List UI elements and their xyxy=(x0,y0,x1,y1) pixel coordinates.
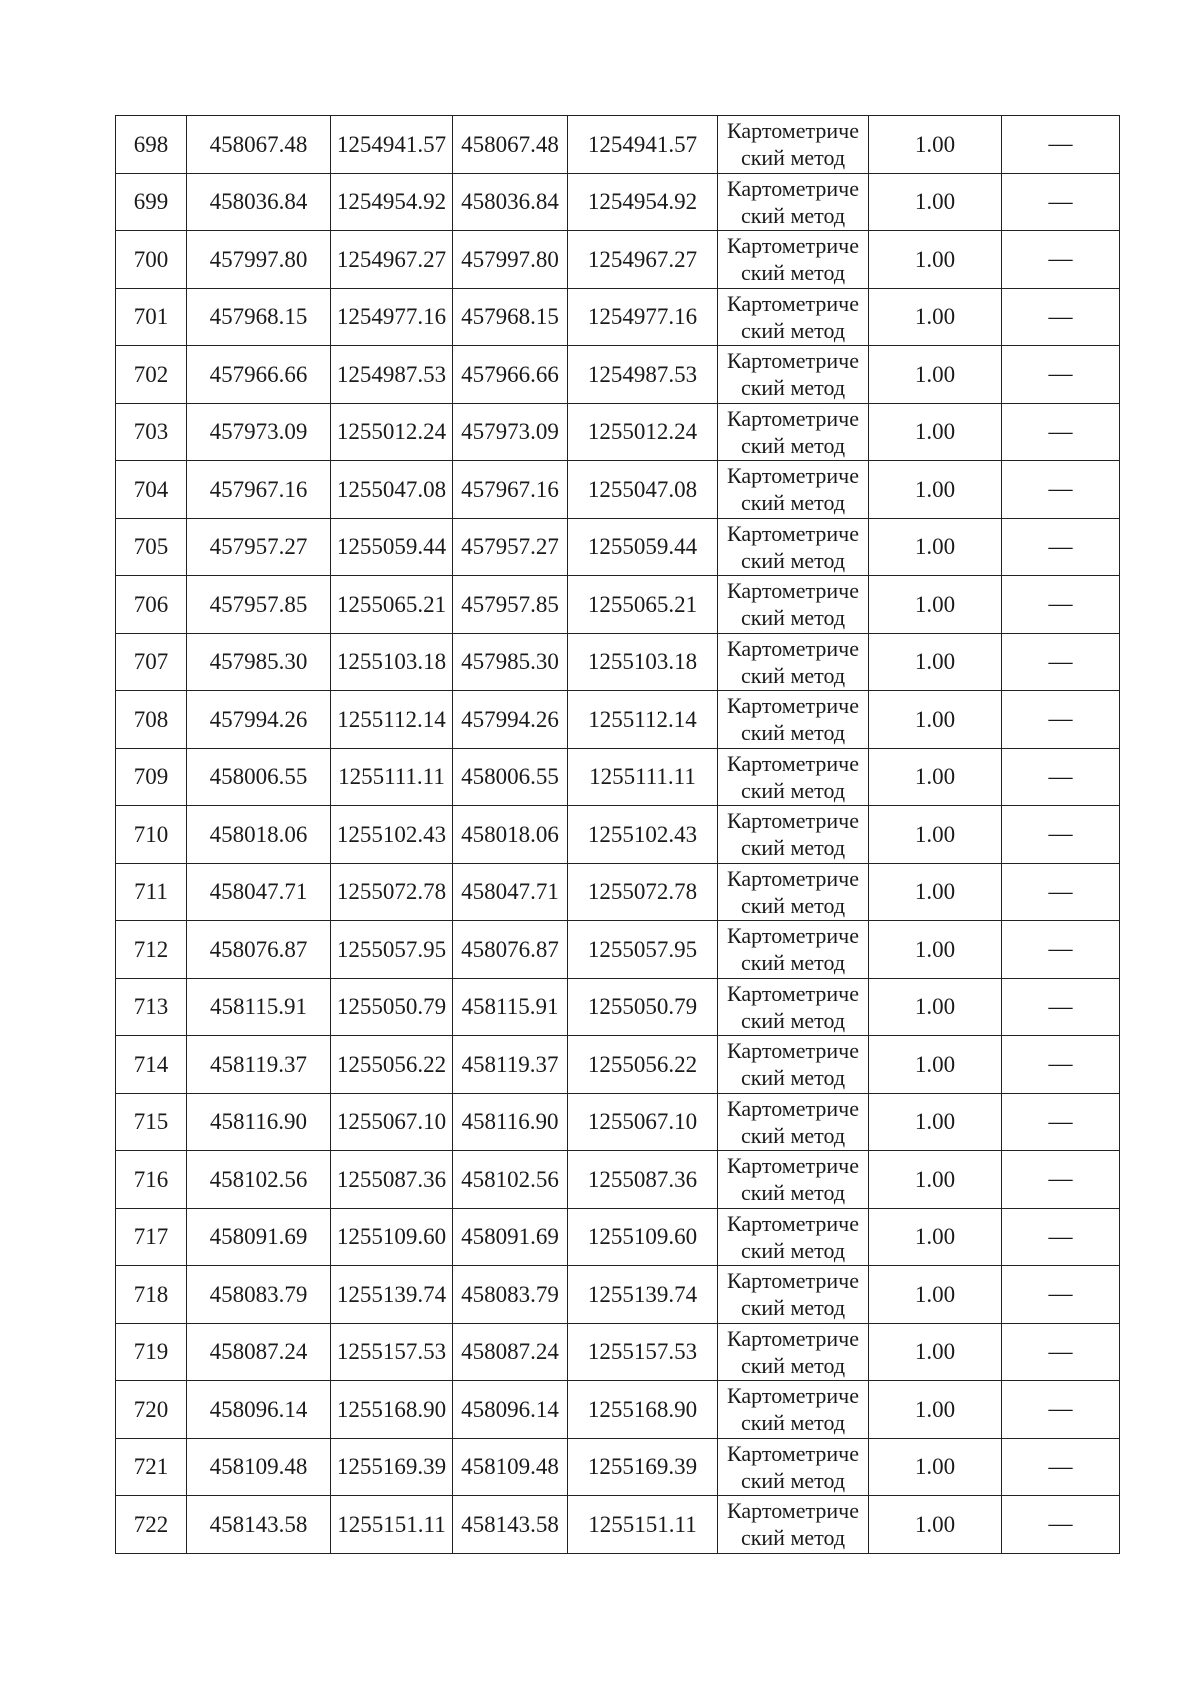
method-text-line: ский метод xyxy=(740,1065,846,1091)
method-text-line: Картометриче xyxy=(727,1440,859,1466)
new-x-cell: 458109.48 xyxy=(453,1438,568,1496)
new-x-cell: 458047.71 xyxy=(453,863,568,921)
method-text-line: ский метод xyxy=(740,950,846,976)
new-y-cell: 1255057.95 xyxy=(568,921,718,979)
method-text-line: Картометриче xyxy=(727,923,859,949)
method-cell xyxy=(718,1323,869,1381)
method-text-line: ский метод xyxy=(740,892,846,918)
method-text-line: ский метод xyxy=(740,375,846,401)
existing-y-cell: 1255169.39 xyxy=(331,1438,453,1496)
accuracy-cell: 1.00 xyxy=(869,1496,1002,1554)
method-text-line: ский метод xyxy=(740,202,846,228)
new-x-cell: 458018.06 xyxy=(453,806,568,864)
method-text-line: ский метод xyxy=(740,777,846,803)
note-cell: — xyxy=(1002,1093,1120,1151)
new-x-cell: 457968.15 xyxy=(453,288,568,346)
new-x-cell: 458143.58 xyxy=(453,1496,568,1554)
point-number-cell: 699 xyxy=(116,173,187,231)
existing-x-cell: 457967.16 xyxy=(187,461,331,519)
new-x-cell: 457997.80 xyxy=(453,231,568,289)
method-text-line: Картометриче xyxy=(727,1038,859,1064)
existing-x-cell: 458116.90 xyxy=(187,1093,331,1151)
method-cell xyxy=(718,1438,869,1496)
existing-x-cell: 457966.66 xyxy=(187,346,331,404)
point-number-cell: 716 xyxy=(116,1151,187,1209)
point-number-cell: 715 xyxy=(116,1093,187,1151)
method-text-line: Картометриче xyxy=(727,1325,859,1351)
method-cell xyxy=(718,173,869,231)
table-row xyxy=(116,978,1120,1036)
note-cell: — xyxy=(1002,346,1120,404)
method-text-line: Картометриче xyxy=(727,463,859,489)
method-text-line: ский метод xyxy=(740,720,846,746)
method-text-line: ский метод xyxy=(740,1410,846,1436)
method-text-line: ский метод xyxy=(740,547,846,573)
existing-y-cell: 1255056.22 xyxy=(331,1036,453,1094)
new-x-cell: 458119.37 xyxy=(453,1036,568,1094)
table-row xyxy=(116,576,1120,634)
method-text-line: ский метод xyxy=(740,1007,846,1033)
note-cell: — xyxy=(1002,1151,1120,1209)
table-row xyxy=(116,1496,1120,1554)
method-text-line: ский метод xyxy=(740,145,846,171)
table-row xyxy=(116,1151,1120,1209)
new-x-cell: 458102.56 xyxy=(453,1151,568,1209)
point-number-cell: 717 xyxy=(116,1208,187,1266)
existing-y-cell: 1254977.16 xyxy=(331,288,453,346)
point-number-cell: 711 xyxy=(116,863,187,921)
method-text-line: ский метод xyxy=(740,1467,846,1493)
point-number-cell: 702 xyxy=(116,346,187,404)
existing-x-cell: 457985.30 xyxy=(187,633,331,691)
method-cell xyxy=(718,1381,869,1439)
method-cell xyxy=(718,1151,869,1209)
table-row xyxy=(116,1208,1120,1266)
existing-x-cell: 458096.14 xyxy=(187,1381,331,1439)
existing-x-cell: 458067.48 xyxy=(187,116,331,174)
new-y-cell: 1255157.53 xyxy=(568,1323,718,1381)
existing-y-cell: 1255072.78 xyxy=(331,863,453,921)
point-number-cell: 709 xyxy=(116,748,187,806)
accuracy-cell: 1.00 xyxy=(869,633,1002,691)
method-text-line: Картометриче xyxy=(727,405,859,431)
accuracy-cell: 1.00 xyxy=(869,978,1002,1036)
existing-x-cell: 457957.85 xyxy=(187,576,331,634)
method-cell xyxy=(718,691,869,749)
existing-x-cell: 458006.55 xyxy=(187,748,331,806)
note-cell: — xyxy=(1002,1381,1120,1439)
accuracy-cell: 1.00 xyxy=(869,1151,1002,1209)
point-number-cell: 719 xyxy=(116,1323,187,1381)
point-number-cell: 710 xyxy=(116,806,187,864)
accuracy-cell: 1.00 xyxy=(869,231,1002,289)
method-cell xyxy=(718,1496,869,1554)
table-row xyxy=(116,921,1120,979)
method-text-line: Картометриче xyxy=(727,635,859,661)
note-cell: — xyxy=(1002,978,1120,1036)
accuracy-cell: 1.00 xyxy=(869,346,1002,404)
new-x-cell: 458091.69 xyxy=(453,1208,568,1266)
method-text-line: Картометриче xyxy=(727,290,859,316)
accuracy-cell: 1.00 xyxy=(869,288,1002,346)
existing-y-cell: 1255109.60 xyxy=(331,1208,453,1266)
new-x-cell: 458067.48 xyxy=(453,116,568,174)
method-cell xyxy=(718,231,869,289)
method-text-line: Картометриче xyxy=(727,1268,859,1294)
new-y-cell: 1255059.44 xyxy=(568,518,718,576)
method-cell xyxy=(718,1266,869,1324)
table-row xyxy=(116,173,1120,231)
existing-x-cell: 458047.71 xyxy=(187,863,331,921)
existing-x-cell: 458119.37 xyxy=(187,1036,331,1094)
point-number-cell: 718 xyxy=(116,1266,187,1324)
table-row xyxy=(116,1093,1120,1151)
new-y-cell: 1255056.22 xyxy=(568,1036,718,1094)
note-cell: — xyxy=(1002,116,1120,174)
existing-x-cell: 458018.06 xyxy=(187,806,331,864)
existing-y-cell: 1255151.11 xyxy=(331,1496,453,1554)
point-number-cell: 706 xyxy=(116,576,187,634)
table-row xyxy=(116,1266,1120,1324)
method-text-line: ский метод xyxy=(740,1180,846,1206)
new-y-cell: 1255111.11 xyxy=(568,748,718,806)
method-text-line: ский метод xyxy=(740,432,846,458)
note-cell: — xyxy=(1002,1208,1120,1266)
note-cell: — xyxy=(1002,461,1120,519)
existing-x-cell: 458087.24 xyxy=(187,1323,331,1381)
note-cell: — xyxy=(1002,1438,1120,1496)
new-x-cell: 458036.84 xyxy=(453,173,568,231)
point-number-cell: 700 xyxy=(116,231,187,289)
new-x-cell: 458087.24 xyxy=(453,1323,568,1381)
accuracy-cell: 1.00 xyxy=(869,461,1002,519)
note-cell: — xyxy=(1002,173,1120,231)
note-cell: — xyxy=(1002,518,1120,576)
method-text-line: ский метод xyxy=(740,1122,846,1148)
table-row xyxy=(116,748,1120,806)
existing-y-cell: 1255087.36 xyxy=(331,1151,453,1209)
existing-y-cell: 1254954.92 xyxy=(331,173,453,231)
method-cell xyxy=(718,288,869,346)
accuracy-cell: 1.00 xyxy=(869,1093,1002,1151)
existing-y-cell: 1255157.53 xyxy=(331,1323,453,1381)
method-text-line: Картометриче xyxy=(727,750,859,776)
method-text-line: Картометриче xyxy=(727,1383,859,1409)
note-cell: — xyxy=(1002,921,1120,979)
method-cell xyxy=(718,403,869,461)
existing-y-cell: 1255111.11 xyxy=(331,748,453,806)
table-row xyxy=(116,806,1120,864)
existing-x-cell: 458076.87 xyxy=(187,921,331,979)
method-text-line: Картометриче xyxy=(727,348,859,374)
existing-y-cell: 1255112.14 xyxy=(331,691,453,749)
existing-x-cell: 458091.69 xyxy=(187,1208,331,1266)
new-x-cell: 458116.90 xyxy=(453,1093,568,1151)
new-x-cell: 458006.55 xyxy=(453,748,568,806)
note-cell: — xyxy=(1002,231,1120,289)
method-text-line: ский метод xyxy=(740,1237,846,1263)
new-x-cell: 457967.16 xyxy=(453,461,568,519)
new-y-cell: 1255168.90 xyxy=(568,1381,718,1439)
new-x-cell: 457957.27 xyxy=(453,518,568,576)
point-number-cell: 720 xyxy=(116,1381,187,1439)
method-text-line: Картометриче xyxy=(727,980,859,1006)
method-text-line: Картометриче xyxy=(727,578,859,604)
existing-x-cell: 458109.48 xyxy=(187,1438,331,1496)
existing-x-cell: 458036.84 xyxy=(187,173,331,231)
new-x-cell: 458115.91 xyxy=(453,978,568,1036)
note-cell: — xyxy=(1002,1323,1120,1381)
method-text-line: Картометриче xyxy=(727,118,859,144)
point-number-cell: 721 xyxy=(116,1438,187,1496)
method-text-line: ский метод xyxy=(740,260,846,286)
method-cell xyxy=(718,1208,869,1266)
method-text-line: Картометриче xyxy=(727,1210,859,1236)
new-x-cell: 457985.30 xyxy=(453,633,568,691)
existing-x-cell: 457973.09 xyxy=(187,403,331,461)
method-cell xyxy=(718,461,869,519)
table-row xyxy=(116,691,1120,749)
existing-x-cell: 457997.80 xyxy=(187,231,331,289)
new-y-cell: 1255012.24 xyxy=(568,403,718,461)
table-row xyxy=(116,518,1120,576)
new-y-cell: 1255072.78 xyxy=(568,863,718,921)
new-x-cell: 458076.87 xyxy=(453,921,568,979)
method-cell xyxy=(718,863,869,921)
method-text-line: Картометриче xyxy=(727,693,859,719)
method-text-line: ский метод xyxy=(740,605,846,631)
method-text-line: Картометриче xyxy=(727,175,859,201)
table-row xyxy=(116,288,1120,346)
point-number-cell: 703 xyxy=(116,403,187,461)
new-y-cell: 1255087.36 xyxy=(568,1151,718,1209)
accuracy-cell: 1.00 xyxy=(869,806,1002,864)
method-cell xyxy=(718,806,869,864)
accuracy-cell: 1.00 xyxy=(869,403,1002,461)
existing-y-cell: 1255102.43 xyxy=(331,806,453,864)
table-row xyxy=(116,1381,1120,1439)
existing-y-cell: 1255168.90 xyxy=(331,1381,453,1439)
method-text-line: Картометриче xyxy=(727,1498,859,1524)
note-cell: — xyxy=(1002,691,1120,749)
accuracy-cell: 1.00 xyxy=(869,1323,1002,1381)
note-cell: — xyxy=(1002,863,1120,921)
new-y-cell: 1255067.10 xyxy=(568,1093,718,1151)
new-y-cell: 1255169.39 xyxy=(568,1438,718,1496)
point-number-cell: 708 xyxy=(116,691,187,749)
accuracy-cell: 1.00 xyxy=(869,1036,1002,1094)
method-text-line: ский метод xyxy=(740,1525,846,1551)
existing-y-cell: 1255047.08 xyxy=(331,461,453,519)
accuracy-cell: 1.00 xyxy=(869,173,1002,231)
note-cell: — xyxy=(1002,288,1120,346)
note-cell: — xyxy=(1002,576,1120,634)
table-row xyxy=(116,461,1120,519)
table-row xyxy=(116,1323,1120,1381)
new-y-cell: 1254977.16 xyxy=(568,288,718,346)
table-row xyxy=(116,231,1120,289)
method-text-line: Картометриче xyxy=(727,520,859,546)
point-number-cell: 722 xyxy=(116,1496,187,1554)
accuracy-cell: 1.00 xyxy=(869,1381,1002,1439)
accuracy-cell: 1.00 xyxy=(869,1266,1002,1324)
new-y-cell: 1254967.27 xyxy=(568,231,718,289)
table-row xyxy=(116,1036,1120,1094)
method-text-line: ский метод xyxy=(740,1352,846,1378)
new-x-cell: 457966.66 xyxy=(453,346,568,404)
method-cell xyxy=(718,116,869,174)
table-body xyxy=(116,116,1120,1554)
existing-y-cell: 1254967.27 xyxy=(331,231,453,289)
point-number-cell: 704 xyxy=(116,461,187,519)
new-x-cell: 457957.85 xyxy=(453,576,568,634)
method-cell xyxy=(718,576,869,634)
table-row xyxy=(116,633,1120,691)
method-text-line: Картометриче xyxy=(727,1153,859,1179)
existing-x-cell: 458102.56 xyxy=(187,1151,331,1209)
coordinates-table xyxy=(115,115,1120,1554)
existing-y-cell: 1254987.53 xyxy=(331,346,453,404)
table-row xyxy=(116,403,1120,461)
existing-y-cell: 1255059.44 xyxy=(331,518,453,576)
new-x-cell: 458096.14 xyxy=(453,1381,568,1439)
method-cell xyxy=(718,1093,869,1151)
point-number-cell: 701 xyxy=(116,288,187,346)
note-cell: — xyxy=(1002,806,1120,864)
note-cell: — xyxy=(1002,1266,1120,1324)
existing-y-cell: 1255050.79 xyxy=(331,978,453,1036)
new-x-cell: 458083.79 xyxy=(453,1266,568,1324)
method-cell xyxy=(718,1036,869,1094)
method-text-line: Картометриче xyxy=(727,808,859,834)
method-text-line: Картометриче xyxy=(727,1095,859,1121)
existing-x-cell: 457994.26 xyxy=(187,691,331,749)
existing-y-cell: 1255103.18 xyxy=(331,633,453,691)
note-cell: — xyxy=(1002,748,1120,806)
new-y-cell: 1254987.53 xyxy=(568,346,718,404)
point-number-cell: 707 xyxy=(116,633,187,691)
existing-x-cell: 457957.27 xyxy=(187,518,331,576)
existing-y-cell: 1255139.74 xyxy=(331,1266,453,1324)
method-cell xyxy=(718,978,869,1036)
point-number-cell: 712 xyxy=(116,921,187,979)
existing-x-cell: 458083.79 xyxy=(187,1266,331,1324)
point-number-cell: 713 xyxy=(116,978,187,1036)
new-y-cell: 1255112.14 xyxy=(568,691,718,749)
accuracy-cell: 1.00 xyxy=(869,1208,1002,1266)
method-text-line: ский метод xyxy=(740,490,846,516)
method-cell xyxy=(718,921,869,979)
note-cell: — xyxy=(1002,633,1120,691)
new-y-cell: 1255102.43 xyxy=(568,806,718,864)
existing-x-cell: 458115.91 xyxy=(187,978,331,1036)
new-y-cell: 1255103.18 xyxy=(568,633,718,691)
method-cell xyxy=(718,346,869,404)
accuracy-cell: 1.00 xyxy=(869,863,1002,921)
existing-y-cell: 1255065.21 xyxy=(331,576,453,634)
point-number-cell: 698 xyxy=(116,116,187,174)
new-y-cell: 1255139.74 xyxy=(568,1266,718,1324)
new-x-cell: 457994.26 xyxy=(453,691,568,749)
accuracy-cell: 1.00 xyxy=(869,116,1002,174)
method-text-line: ский метод xyxy=(740,835,846,861)
accuracy-cell: 1.00 xyxy=(869,921,1002,979)
existing-x-cell: 458143.58 xyxy=(187,1496,331,1554)
method-text-line: ский метод xyxy=(740,1295,846,1321)
table-row xyxy=(116,1438,1120,1496)
new-y-cell: 1255047.08 xyxy=(568,461,718,519)
new-y-cell: 1254941.57 xyxy=(568,116,718,174)
accuracy-cell: 1.00 xyxy=(869,518,1002,576)
method-cell xyxy=(718,518,869,576)
existing-y-cell: 1255067.10 xyxy=(331,1093,453,1151)
method-text-line: Картометриче xyxy=(727,865,859,891)
method-cell xyxy=(718,633,869,691)
new-y-cell: 1255109.60 xyxy=(568,1208,718,1266)
existing-y-cell: 1255057.95 xyxy=(331,921,453,979)
new-y-cell: 1254954.92 xyxy=(568,173,718,231)
new-y-cell: 1255050.79 xyxy=(568,978,718,1036)
existing-y-cell: 1254941.57 xyxy=(331,116,453,174)
point-number-cell: 714 xyxy=(116,1036,187,1094)
table-row xyxy=(116,346,1120,404)
existing-y-cell: 1255012.24 xyxy=(331,403,453,461)
note-cell: — xyxy=(1002,1496,1120,1554)
point-number-cell: 705 xyxy=(116,518,187,576)
table-row xyxy=(116,116,1120,174)
method-cell xyxy=(718,748,869,806)
new-y-cell: 1255151.11 xyxy=(568,1496,718,1554)
method-text-line: ский метод xyxy=(740,317,846,343)
table-row xyxy=(116,863,1120,921)
method-text-line: ский метод xyxy=(740,662,846,688)
accuracy-cell: 1.00 xyxy=(869,576,1002,634)
new-y-cell: 1255065.21 xyxy=(568,576,718,634)
note-cell: — xyxy=(1002,403,1120,461)
accuracy-cell: 1.00 xyxy=(869,748,1002,806)
existing-x-cell: 457968.15 xyxy=(187,288,331,346)
accuracy-cell: 1.00 xyxy=(869,1438,1002,1496)
new-x-cell: 457973.09 xyxy=(453,403,568,461)
note-cell: — xyxy=(1002,1036,1120,1094)
method-text-line: Картометриче xyxy=(727,233,859,259)
accuracy-cell: 1.00 xyxy=(869,691,1002,749)
